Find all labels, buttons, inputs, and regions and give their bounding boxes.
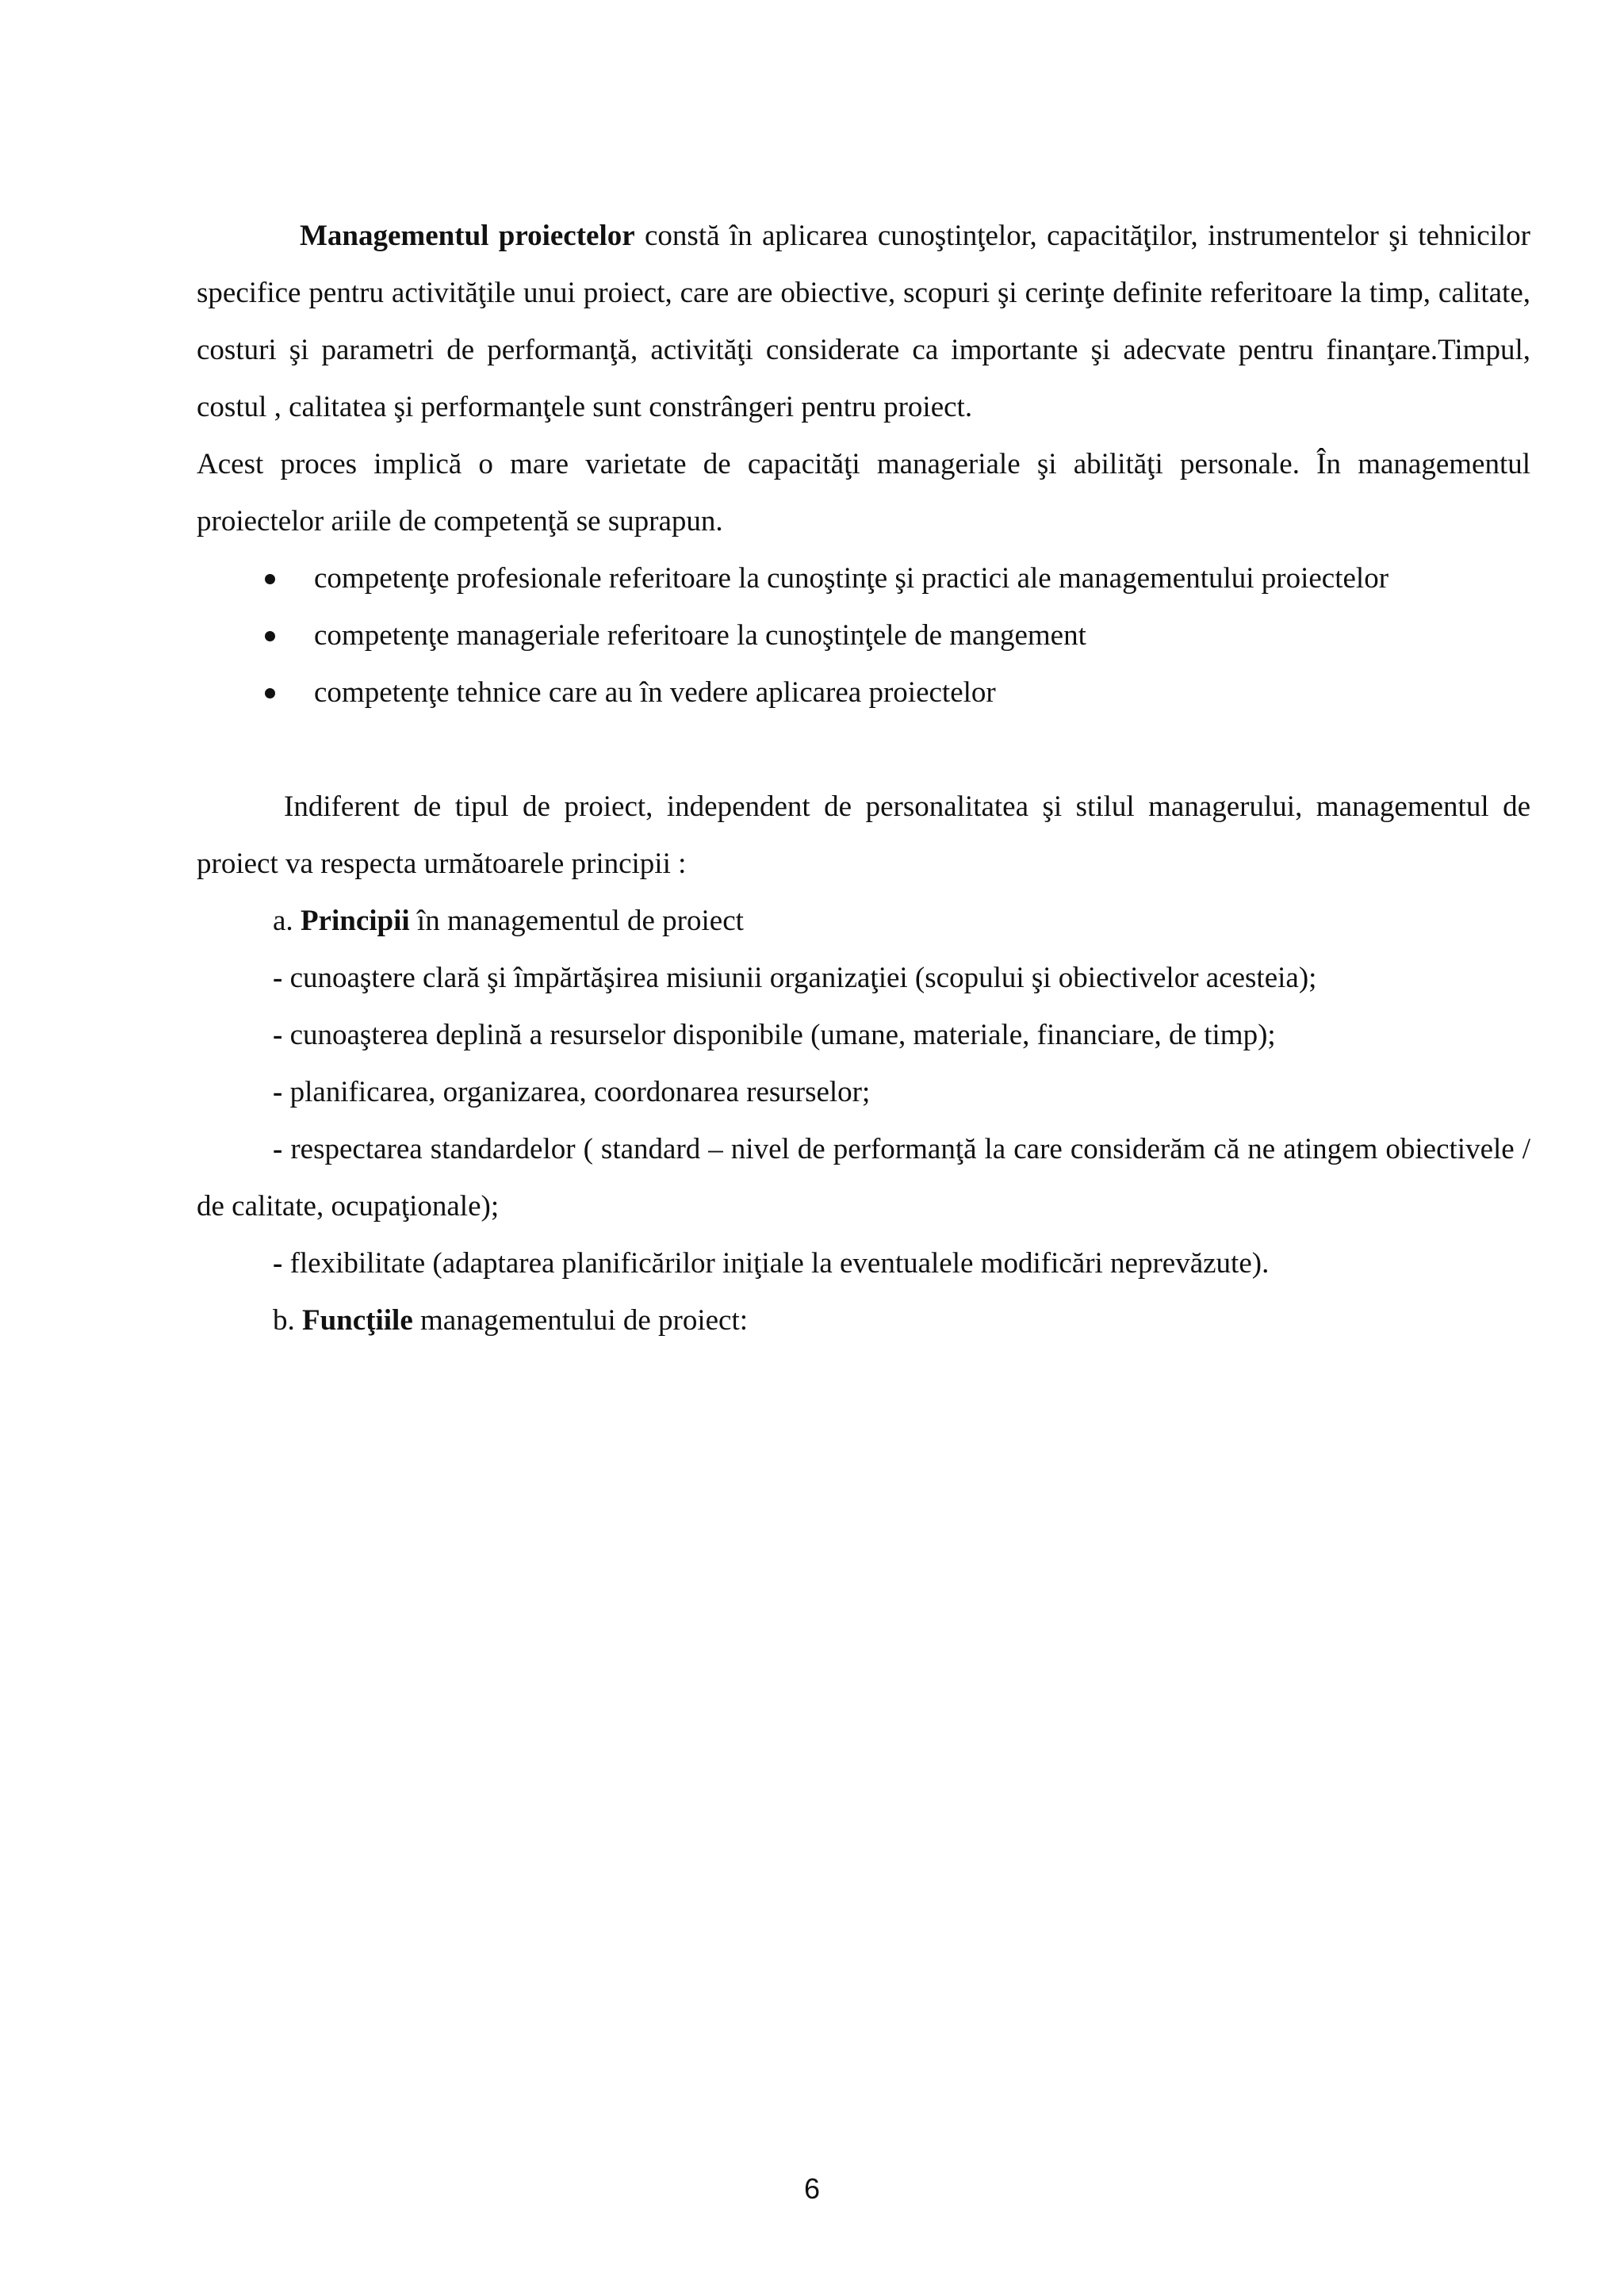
principle-text: respectarea standardelor ( standard – nivel de performanţă la care considerăm că ne atingem obiectivele / de calitate, ocupaţionale); [197, 1133, 1530, 1223]
third-paragraph: Indiferent de tipul de proiect, independent de personalitatea şi stilul managerului, managementul de proiect va respecta următoarele principii : [197, 790, 1530, 880]
section-a-heading [197, 893, 1530, 950]
competence-text: competenţe manageriale referitoare la cunoştinţele de mangement [314, 619, 1086, 652]
dash-mark: - [273, 1076, 290, 1108]
page-number: 6 [803, 2172, 821, 2205]
bullet-icon [265, 631, 275, 641]
paragraph-spacer [197, 721, 1530, 779]
section-a-prefix: a. [273, 905, 301, 937]
list-item [197, 550, 1530, 607]
dash-mark: - [273, 1133, 291, 1165]
principle-text: cunoaşterea deplină a resurselor disponibile (umane, materiale, financiare, de timp); [289, 1019, 1276, 1051]
competences-list [197, 550, 1530, 721]
intro-bold-lead: Managementul proiectelor [300, 220, 635, 252]
dash-mark: - [273, 1019, 290, 1051]
principle-item [197, 1064, 1530, 1121]
intro-paragraph [197, 208, 1530, 436]
principle-item [197, 950, 1530, 1007]
bullet-icon [265, 688, 275, 698]
section-b-prefix: b. [273, 1304, 302, 1337]
intro-text: constă în aplicarea cunoştinţelor, capacităţilor, instrumentelor şi tehnicilor specifice pentru activităţile unui proiect, care are obiective, scopuri şi cerinţe definite referitoare la timp, calitate, costuri şi parametri de performanţă, activităţi considerate ca importante şi adecvate pentru finanţare.Timpul, costul , calitatea şi performanţele sunt constrângeri pentru proiect. [197, 220, 1530, 423]
principle-text: planificarea, organizarea, coordonarea resurselor; [289, 1076, 871, 1108]
principle-item [197, 1007, 1530, 1064]
second-paragraph: Acest proces implică o mare varietate de capacităţi manageriale şi abilităţi personale. În managementul proiectelor ariile de competenţă se suprapun. [197, 448, 1530, 538]
section-a-rest: în managementul de proiect [409, 905, 744, 937]
list-item [197, 607, 1530, 664]
competence-text: competenţe tehnice care au în vedere aplicarea proiectelor [314, 676, 996, 709]
list-item [197, 664, 1530, 721]
section-b-heading [197, 1292, 1530, 1349]
principle-item [197, 1235, 1530, 1292]
page-body [197, 208, 1530, 1349]
section-a-bold: Principii [300, 905, 410, 937]
section-b-rest: managementului de proiect: [412, 1304, 749, 1337]
dash-mark: - [273, 962, 290, 994]
principle-item [197, 1121, 1530, 1235]
bullet-icon [265, 574, 275, 584]
competence-text: competenţe profesionale referitoare la cunoştinţe şi practici ale managementului proiectelor [314, 562, 1389, 595]
principle-text: cunoaştere clară şi împărtăşirea misiunii organizaţiei (scopului şi obiectivelor acesteia); [289, 962, 1317, 994]
principle-text: flexibilitate (adaptarea planificărilor iniţiale la eventualele modificări neprevăzute). [289, 1247, 1270, 1280]
dash-mark: - [273, 1247, 290, 1280]
section-b-bold: Funcţiile [302, 1304, 413, 1337]
